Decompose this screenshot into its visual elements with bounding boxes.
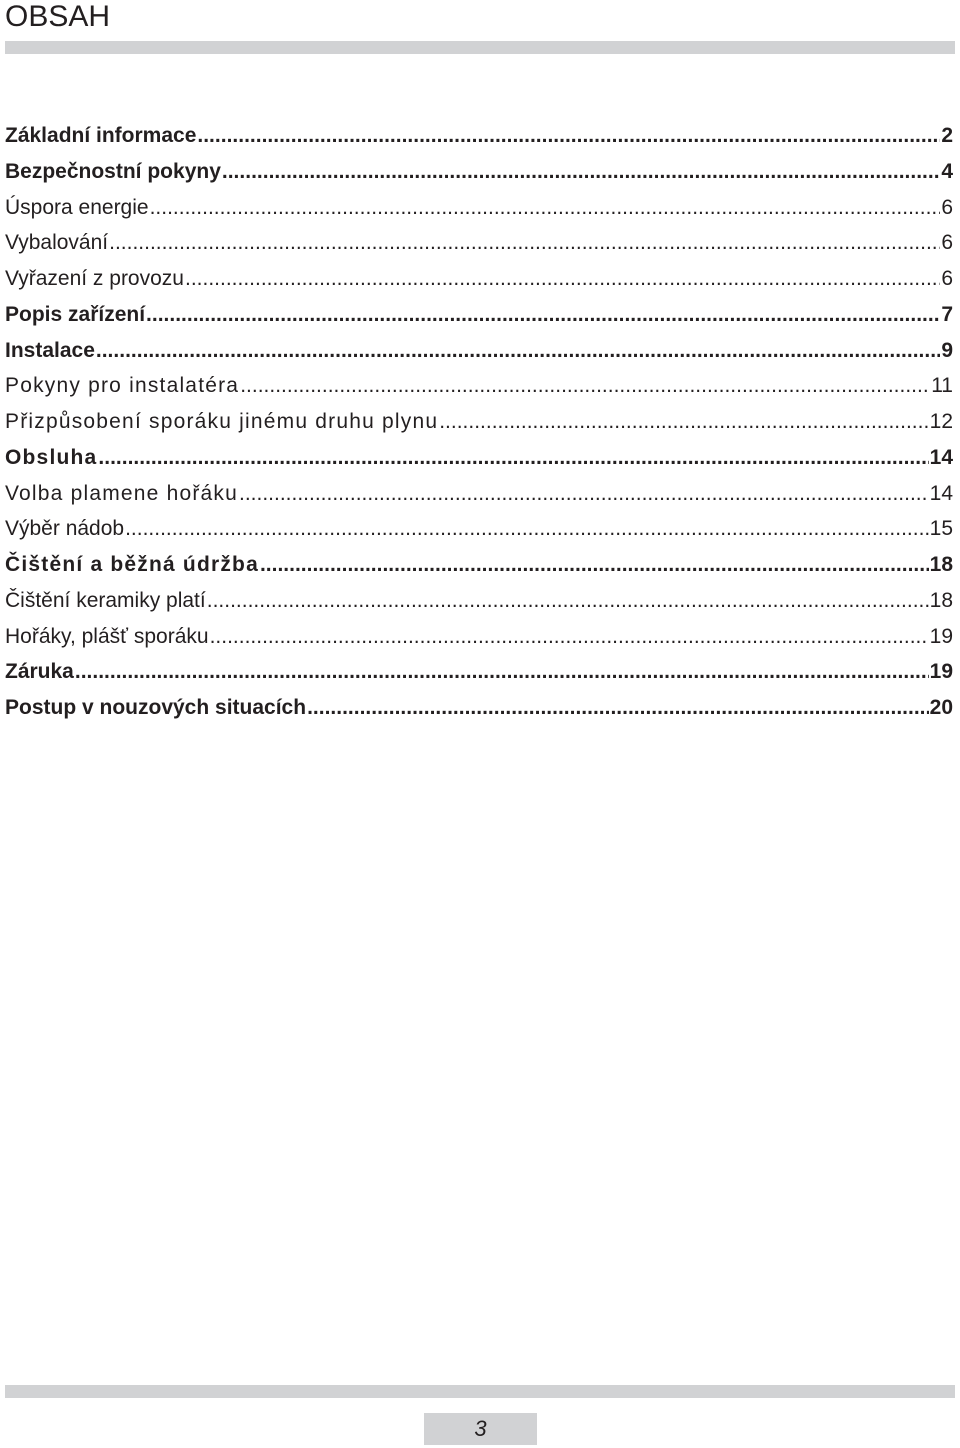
toc-entry[interactable] <box>5 654 953 690</box>
page-number: 3 <box>424 1413 537 1445</box>
toc-dot-leader <box>240 368 930 404</box>
toc-dot-leader <box>98 440 928 476</box>
toc-dot-leader <box>239 476 929 512</box>
toc-entry-page: 4 <box>941 159 953 183</box>
toc-entry[interactable] <box>5 440 953 476</box>
toc-entry-label: Vyřazení z provozu <box>5 267 184 290</box>
toc-entry-page: 19 <box>929 660 953 684</box>
toc-entry-label: Záruka <box>5 660 74 684</box>
toc-entry-page: 6 <box>941 195 953 219</box>
toc-dot-leader <box>210 619 929 655</box>
table-of-contents <box>5 118 953 726</box>
toc-dot-leader <box>125 511 929 547</box>
toc-entry[interactable] <box>5 333 953 369</box>
toc-entry[interactable] <box>5 511 953 547</box>
toc-entry[interactable] <box>5 690 953 726</box>
toc-dot-leader <box>260 547 929 583</box>
toc-entry-page: 18 <box>929 588 953 612</box>
toc-entry-label: Volba plamene hořáku <box>5 481 238 505</box>
toc-entry-page: 19 <box>929 624 953 648</box>
toc-entry-page: 18 <box>929 553 953 576</box>
toc-entry[interactable] <box>5 476 953 512</box>
toc-dot-leader <box>307 690 929 726</box>
toc-entry-page: 2 <box>941 124 953 147</box>
toc-entry[interactable] <box>5 619 953 655</box>
toc-entry[interactable] <box>5 404 953 440</box>
header-rule <box>5 41 955 54</box>
toc-entry-label: Hořáky, plášť sporáku <box>5 624 209 648</box>
footer-rule <box>5 1385 955 1398</box>
toc-entry-label: Bezpečnostní pokyny <box>5 159 221 183</box>
toc-entry-page: 6 <box>941 231 953 255</box>
toc-entry-label: Postup v nouzových situacích <box>5 696 307 719</box>
toc-dot-leader <box>222 154 940 190</box>
toc-entry-page: 6 <box>941 267 953 290</box>
toc-entry-label: Základní informace <box>5 124 197 147</box>
toc-entry-page: 7 <box>941 302 953 326</box>
toc-entry-label: Přizpůsobení sporáku jinému druhu plynu <box>5 410 439 433</box>
toc-entry-label: Čištění a běžná údržba <box>5 553 259 576</box>
toc-entry[interactable] <box>5 547 953 583</box>
toc-entry-label: Popis zařízení <box>5 302 146 326</box>
toc-entry-label: Čištění keramiky platí <box>5 588 206 612</box>
toc-dot-leader <box>207 583 929 619</box>
toc-entry-page: 20 <box>929 696 953 719</box>
toc-entry[interactable] <box>5 225 953 261</box>
toc-dot-leader <box>146 297 940 333</box>
toc-dot-leader <box>185 261 940 297</box>
toc-entry-label: Vybalování <box>5 231 109 255</box>
toc-entry[interactable] <box>5 261 953 297</box>
toc-entry[interactable] <box>5 297 953 333</box>
toc-entry-page: 14 <box>929 481 953 505</box>
toc-dot-leader <box>109 225 940 261</box>
toc-entry-page: 9 <box>941 338 953 362</box>
toc-dot-leader <box>197 118 940 154</box>
toc-entry-label: Pokyny pro instalatéra <box>5 374 240 398</box>
toc-dot-leader <box>75 654 929 690</box>
toc-entry[interactable] <box>5 368 953 404</box>
toc-entry-label: Obsluha <box>5 445 98 469</box>
toc-entry-page: 11 <box>931 374 953 398</box>
toc-entry[interactable] <box>5 118 953 154</box>
page-title: OBSAH <box>5 0 111 33</box>
toc-entry[interactable] <box>5 583 953 619</box>
toc-entry[interactable] <box>5 154 953 190</box>
toc-entry-label: Výběr nádob <box>5 517 125 541</box>
toc-entry-label: Úspora energie <box>5 195 149 219</box>
toc-dot-leader <box>150 190 941 226</box>
toc-dot-leader <box>439 404 928 440</box>
toc-entry-page: 12 <box>929 410 953 433</box>
toc-dot-leader <box>96 333 940 369</box>
toc-entry-page: 15 <box>929 517 953 541</box>
toc-entry-page: 14 <box>929 445 953 469</box>
toc-entry-label: Instalace <box>5 338 95 362</box>
toc-entry[interactable] <box>5 190 953 226</box>
